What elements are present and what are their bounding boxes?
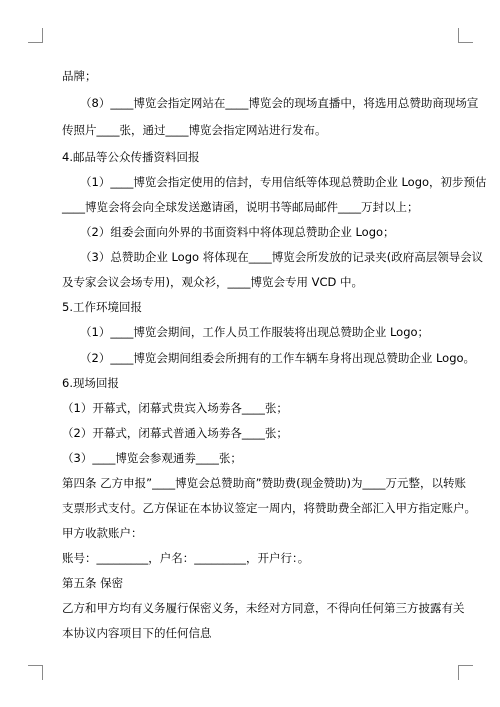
text-line: 传照片____张，通过____博览会指定网站进行发布。 <box>62 123 327 137</box>
article-line: 第四条 乙方申报”____博览会总赞助商”赞助费(现金赞助)为____万元整，以转账 <box>62 476 467 490</box>
text-line: （1）____博览会指定使用的信封，专用信纸等体现总赞助企业 Logo，初步预估 <box>80 175 487 189</box>
text-line: 支票形式支付。乙方保证在本协议签定一周内，将赞助费全部汇入甲方指定账户。 <box>62 501 476 515</box>
text-line: （2）____博览会期间组委会所拥有的工作车辆车身将出现总赞助企业 Logo。 <box>80 351 476 365</box>
article-heading: 第五条 保密 <box>62 576 124 590</box>
text-line: 及专家会议会场专用)，观众衫，____博览会专用 VCD 中。 <box>62 275 364 289</box>
section-heading: 4.邮品等公众传播资料回报 <box>62 150 200 164</box>
text-line: 品牌； <box>62 69 97 83</box>
section-heading: 5.工作环境回报 <box>62 300 142 314</box>
account-line: 账号：_________，户名：_________，开户行：。 <box>62 551 310 565</box>
text-line: 甲方收款账户： <box>62 526 143 540</box>
text-line: （3）____博览会参观通劵____张； <box>62 451 242 465</box>
corner-mark-bottom-right <box>458 665 473 680</box>
text-line: （2）开幕式，闭幕式普通入场劵各____张； <box>62 426 288 440</box>
text-line: 本协议内容项目下的任何信息 <box>62 626 212 640</box>
text-line: （3）总赞助企业 Logo 将体现在____博览会所发放的记录夹(政府高层领导会议 <box>80 250 484 264</box>
corner-mark-top-right <box>458 28 473 43</box>
text-line: 乙方和甲方均有义务履行保密义务，未经对方同意，不得向任何第三方披露有关 <box>62 601 465 615</box>
corner-mark-bottom-left <box>28 665 43 680</box>
text-line: （8）____博览会指定网站在____博览会的现场直播中，将选用总赞助商现场宣 <box>80 96 479 110</box>
corner-mark-top-left <box>28 28 43 43</box>
section-heading: 6.现场回报 <box>62 376 119 390</box>
text-line: （2）组委会面向外界的书面资料中将体现总赞助企业 Logo； <box>80 225 395 239</box>
text-line: ____博览会将会向全球发送邀请函，说明书等邮局邮件____万封以上； <box>62 200 419 214</box>
text-line: （1）开幕式，闭幕式贵宾入场劵各____张； <box>62 401 288 415</box>
text-line: （1）____博览会期间，工作人员工作服装将出现总赞助企业 Logo； <box>80 325 430 339</box>
